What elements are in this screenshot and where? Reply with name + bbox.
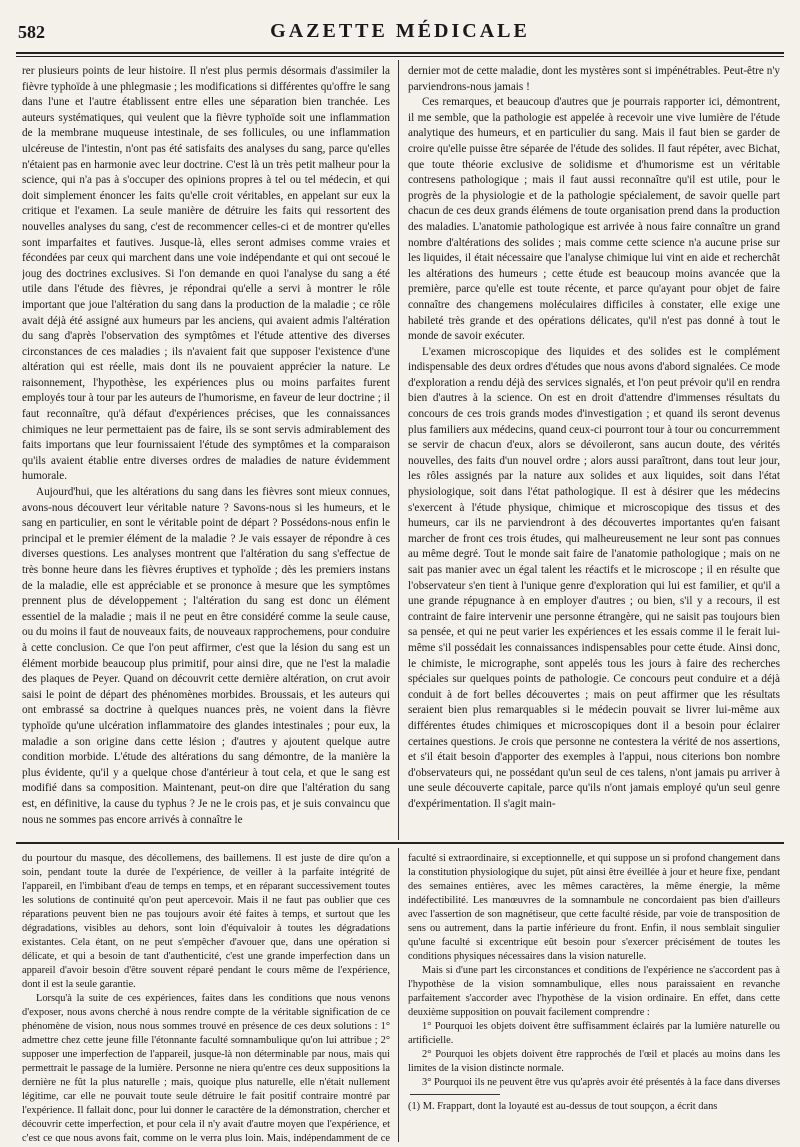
paragraph: du pourtour du masque, des décollemens, des baillemens. Il est juste de dire qu'on a soin, pendant toute la durée de l'expérience, de veiller à la parfaite intégrité de l'appareil, en l'imbibant d'eau de temps en temps, et en réparant successivement toutes les solutions de continuité qu'on peut apercevoir. Mais il ne faut pas oublier que ces réparations peuvent bien ne pas toujours avoir été faites à temps, et surtout que les dégradations, visibles au dehors, sont loin d'équivaloir à toutes les dégradations existantes. Cela étant, on ne peut s'empêcher d'avouer que, dans une opération si délicate, et qui a besoin de tant d'authenticité, c'est une grande imperfection dans un appareil d'avoir besoin d'être souvent réparé pendant le cours même de l'expérience, dont il est la seule garantie. (22, 853, 390, 990)
page-number: 582 (18, 22, 45, 42)
paragraph: faculté si extraordinaire, si exceptionnelle, et qui suppose un si profond changement dans la constitution physiologique du sujet, pût ainsi être éveillée à jour et heure fixe, pendant des semaines entières, avec les mêmes caractères, la même énergie, la même indéfectibilité. Les manœuvres de la somnambule ne concordaient pas bien d'ailleurs avec l'assertion de son magnétiseur, que cette faculté réside, par voie de transposition de sens ou autrement, dans la partie inférieure du front. Enfin, il nous semblait singulier qu'une faculté si excentrique eût besoin pour s'exercer précisément de toutes les conditions physiques nécessaires dans la vision naturelle. (408, 853, 780, 962)
paragraph: rer plusieurs points de leur histoire. Il n'est plus permis désormais d'assimiler la fièvre typhoïde à une phlegmasie ; les modifications si différentes qu'offre le sang dans l'une et l'autre établissent entre elles une séparation bien tranchée. Les auteurs systématiques, qui veulent que la fièvre typhoïde soit une inflammation de la membrane muqueuse intestinale, de ses follicules, ou une inflammation ulcéreuse de l'intestin, n'ont pas été satisfaits des analyses du sang, parce qu'elles n'étaient pas en harmonie avec leur doctrine. C'est là un très petit malheur pour la science, qui n'a pas à s'occuper des opinions propres à tel ou tel médecin, et qui doit simplement énoncer les faits qu'elle croit véritables, en appelant sur eux la critique et l'examen. La seule manière de détruire les faits qui ressortent des nouvelles analyses du sang, c'est de recommencer celles-ci et de montrer qu'elles sont imparfaites et fautives. Jusque-là, elles seront admises comme vraies et fécondées par ceux qui marchent dans une voie indépendante et qui ont secoué le joug des doctrines exclusives. Si l'on demande en quoi l'analyse du sang a été utile dans l'étude des fièvres, je répondrai qu'elle a servi à montrer le rôle important que joue l'altération du sang dans la production de la maladie ; ce rôle avait déjà été assigné aux humeurs par les anciens, qui avaient admis l'altération du sang d'après l'observation des symptômes et l'étude attentive des diverses circonstances de ces maladies ; ils n'avaient fait que supposer l'existence d'une altération qui est réelle, mais dont ils ne pouvaient apprécier la nature. Le raisonnement, l'hypothèse, les expériences plus ou moins parfaites furent employés tour à tour par les auteurs de l'humorisme, en faveur de leur doctrine ; il faut reconnaître, qu'à défaut d'expériences précises, que les connaissances chimiques ne leur permettaient pas de faire, ils se sont servis admirablement des faits importans que leur fournissaient l'étude des symptômes et la comparaison qu'ils avaient établie entre diverses ordres de maladies de nature évidemment humorale. (22, 65, 390, 483)
list-item: 3° Pourquoi ils ne peuvent être vus qu'après avoir été présentés à la face dans diverses (422, 1077, 780, 1088)
column-divider (398, 848, 399, 1142)
main-column-left (22, 64, 390, 834)
main-column-right (408, 64, 780, 834)
feuilleton-column-right (408, 852, 780, 1088)
paragraph: Lorsqu'à la suite de ces expériences, faites dans les conditions que nous venons d'exposer, nous avons cherché à nous rendre compte de la véritable signification de ce phénomène de vision, nous nous sommes trouvé en présence de ces deux solutions : 1° admettre chez cette jeune fille l'étonnante faculté somnambulique qu'on lui attribue ; 2° supposer une imperfection de l'appareil, jusque-là non déterminable par nous, mais qui permettrait le passage de la lumière. Personne ne niera qu'entre ces deux suppositions la dernière ne fût la plus naturelle ; mais, quoique plus naturelle, elle n'était nullement légitime, car elle ne pouvait toute seule détruire le fait positif contraire montré par l'expérience. Il fallait donc, pour lui donner le caractère de la démonstration, chercher et découvrir cette imperfection, et pour cela il n'y avait d'autre moyen que l'expérience, et c'est ce que nous avons fait, comme on le verra plus loin. Mais, indépendamment de ce (22, 993, 390, 1142)
header-rule-thin (16, 56, 784, 57)
footnote: (1) M. Frappart, dont la loyauté est au-dessus de tout soupçon, a écrit dans (408, 1101, 718, 1112)
paragraph: Mais si d'une part les circonstances et conditions de l'expérience ne s'accordent pas à l'hypothèse de la vision somnambulique, elles nous paraissaient en revanche parfaitement s'accorder avec l'hypothèse de la vision ordinaire. En effet, dans cette deuxième supposition on pouvait facilement comprendre : (408, 965, 780, 1018)
feuilleton-rule (16, 842, 784, 844)
footnote-rule (410, 1094, 500, 1095)
paragraph: L'examen microscopique des liquides et des solides est le complément indispensable des deux ordres d'études que nous avons d'abord signalées. Ce mode d'exploration a rendu déjà des services signalés, et l'on peut prévoir qu'il en rendra bien d'autres à la science. On est en droit d'attendre d'immenses résultats du concours de ces trois grands modes d'investigation ; et quand ils seront devenus plus familiers aux médecins, quand ceux-ci pourront tour à tour ou concurremment se servir de chacun d'eux, alors se dévoileront, sans aucun doute, des vérités nouvelles, des faits d'un nouvel ordre ; alors aussi paraîtront, dans tout leur jour, les rôles assignés par la nature aux solides et aux liquides, soit dans l'état physiologique, soit dans l'état pathologique. Il est à désirer que les médecins s'exercent à l'étude physique, chimique et microscopique des tissus et des humeurs, car ils ne parviendront à des découvertes importantes qu'en faisant marcher de front ces trois études, qui malheureusement ne leur sont pas connues au même degré. Tout le monde sait faire de l'anatomie pathologique ; mais on ne sait pas manier avec un égal talent les réactifs et le microscope ; il en résulte que l'observateur s'en tient à l'unique genre d'exploration qui lui est familier, et qu'il a une grande répugnance à en employer d'autres ; ou bien, s'il y a recours, il est contraint de faire intervenir une personne étrangère, qui ne saisit pas toujours bien sa pensée, et qui ne peut varier les expériences et les essais comme il le ferait lui-même s'il possédait les connaissances indispensables pour cette étude. Ainsi donc, le chimiste, le micrographe, sont appelés tous les jours à faire des recherches spéciales sur quelques points de pathologie. Ce concours peut conduire et a déjà conduit à de fort belles découvertes ; mais on peut affirmer que les résultats seraient bien plus remarquables si le médecin pouvait se livrer lui-même aux différentes études chimiques et microscopiques dont il a besoin pour éclairer certaines questions. Je crois que personne ne contestera la vérité de nos assertions, et s'il était besoin d'apporter des exemples à l'appui, nous citerions bon nombre d'observateurs qui, ne possédant qu'un seul de ces talens, n'ont jamais pu arriver à une seule découverte capitale, parce qu'ils n'ont jamais employé qu'un seul genre d'expérimentation. Il s'agit main- (408, 345, 780, 810)
list-item: 1° Pourquoi les objets doivent être suffisamment éclairés par la lumière naturelle ou artificielle. (408, 1021, 780, 1046)
paragraph: dernier mot de cette maladie, dont les mystères sont si impénétrables. Peut-être n'y parviendrons-nous jamais ! (408, 65, 780, 93)
column-divider (398, 60, 399, 840)
page-header (16, 14, 784, 50)
journal-title: GAZETTE MÉDICALE (270, 20, 530, 42)
feuilleton-column-left (22, 852, 390, 1142)
paragraph: Ces remarques, et beaucoup d'autres que je pourrais rapporter ici, démontrent, il me semble, que la pathologie est appelée à recevoir une vive lumière de l'étude analytique des humeurs, et en particulier du sang. Mais il faut bien se garder de croire qu'elle puisse être séparée de l'étude des solides. Il faut répéter, avec Bichat, que toute théorie exclusive de solidisme et d'humorisme est un véritable contresens pathologique ; mais il faut aussi reconnaître qu'il est utile, pour le progrès de la physiologie et de la pathologie spécialement, de savoir quelle part chacun de ces deux grands élémens de toute organisation prend dans la production des maladies. L'anatomie pathologique est arrivée à nous faire connaître un grand nombre d'altérations des solides ; mais comme cette science n'a aucune prise sur les liquides, il était nécessaire que l'analyse chimique lui vint en aide et recherchât les altérations des humeurs ; cette étude est beaucoup moins avancée que la première, parce qu'elle est toute récente, et parce qu'ayant pour objet de faire connaître des changemens moléculaires difficiles à constater, elle exige une habileté très grande et des opérations délicates, qu'il n'est pas donné à tout le monde de savoir exécuter. (408, 96, 780, 343)
header-rule (16, 52, 784, 54)
list-item: 2° Pourquoi les objets doivent être rapprochés de l'œil et placés au moins dans les limites de la vision distincte normale. (408, 1049, 780, 1074)
paragraph: Aujourd'hui, que les altérations du sang dans les fièvres sont mieux connues, avons-nous découvert leur véritable nature ? Savons-nous si les humeurs, et le sang en particulier, en sont le véritable point de départ ? Possédons-nous enfin le principal et le premier élément de la maladie ? Je vais essayer de répondre à ces diverses questions. Les analyses montrent que l'altération du sang s'effectue de très bonne heure dans les fièvres éruptives et typhoïde ; dès les premiers instans de la maladie, elle est appréciable et se prononce à mesure que les symptômes prennent plus de développement ; l'altération du sang est donc un élément essentiel de la maladie ; mais il ne peut en être considéré comme la seule cause, ou du moins il faut de nouveaux faits, de nouveaux rapprochemens, pour conduire à cette conclusion. Ce que l'on peut affirmer, c'est que la lésion du sang est un élément morbide beaucoup plus primitif, pour ainsi dire, que ne l'est la maladie des plaques de Peyer. Quand on découvrit cette dernière altération, on crut avoir saisi le point de départ des phénomènes morbides. Broussais, et les auteurs qui ont embrassé sa doctrine à quelques nuances près, ne voient dans la fièvre typhoïde qu'une ulcération inflammatoire des glandes intestinales ; pour eux, la maladie a son origine dans cette lésion ; d'autres y ajoutent quelque autre condition morbide. L'étude des altérations du sang démontre, de la manière la plus évidente, qu'il y a quelque chose d'antérieur à tout cela, et que le sang est modifié dans sa composition. Maintenant, peut-on dire que l'altération du sang est, en définitive, la cause du typhus ? Je ne le crois pas, et je suis convaincu que nous ne sommes pas encore arrivés à connaître le (22, 486, 390, 826)
